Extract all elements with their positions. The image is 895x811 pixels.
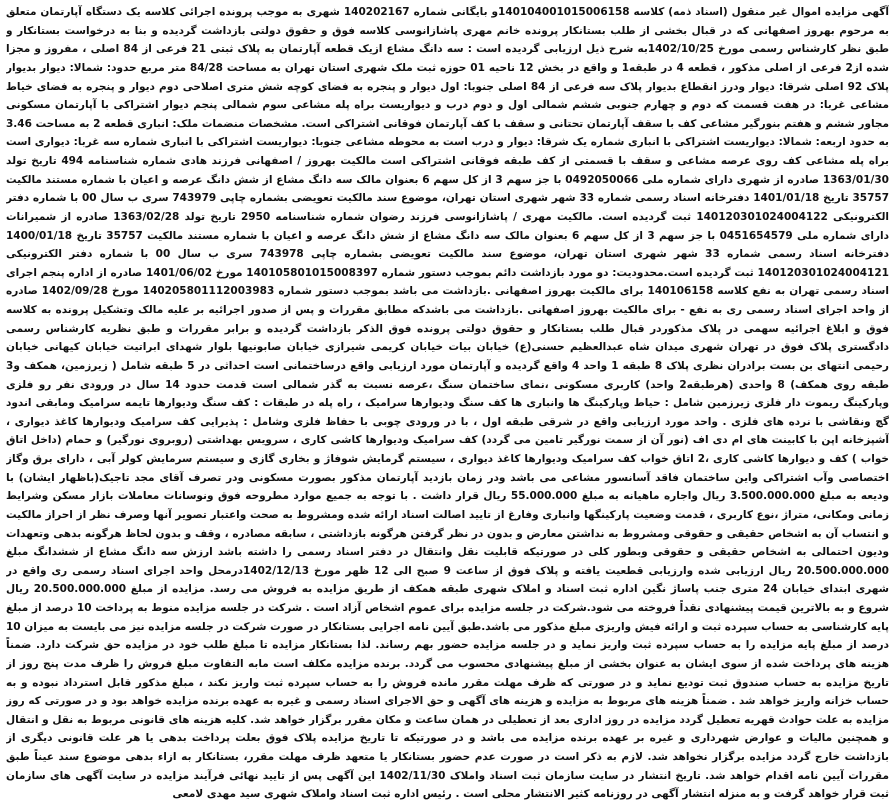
- auction-notice-text: آگهی مزایده اموال غیر منقول (اسناد ذمه) کلاسه 140104001015006158و بایگانی شماره 140202167 شهری به موجب پرونده اجرائی کلاسه یک دستگاه آپارتمان متعلق به مرحوم بهروز اصفهانی که در قبال بخشی از طلب بستانکار پرونده خانم مهری پاشازانوسی کلاسه فوق و حقوق دولتی بازداشت گردیده و بنا به درخواست بستانکار و طبق نظر کارشناس رسمی مورخ 1402/10/25به شرح ذیل ارزیابی گردیده است : سه دانگ مشاع ازیک قطعه آپارتمان به پلاک ثبتی 21 فرعی از 84 اصلی ، مفروز و مجزا شده از2 فرعی از اصلی مذکور ، قطعه 4 در طبقه1 و واقع در بخش 12 ناحیه 01 حوزه ثبت ملک شهری استان تهران به مساحت 84/28 متر مربع حدود: شمالا: دیوار بدیوار پلاک 92 اصلی شرقا: دیوار ودرز انقطاع بدیوار پلاک سه فرعی از 84 اصلی جنوبا: اول دیوار و پنجره به فضای کوچه شش متری اصلاحی دوم دیوار و پنجره به فضای خیاط مشاعی غربا: در هفت قسمت که دوم و چهارم جنوبی ششم شمالی اول و دوم درب و دیواریست براه پله مشاعی سوم شمالی پنجم دیوار اشتراکی با آپارتمان مسکونی مجاور ششم و هفتم بنورگیر مشاعی کف با سقف آپارتمان تحتانی و سقف با کف آپارتمان فوقانی اشتراکی است. مشخصات منضمات ملک: انباری قطعه 2 به مساحت 3.46 به حدود اربعه: شمالا: دیواریست اشتراکی با انباری شماره یک شرقا: دیوار و درب است به محوطه مشاعی جنوبا: دیواریست اشتراکی با انباری شماره سه غربا: دیواری است براه پله مشاعی کف روی عرصه مشاعی و سقف با قسمتی از کف طبقه فوقانی اشتراکی است مالکیت بهروز / اصفهانی فرزند هادی شماره شناسنامه 494 تاریخ تولد 1363/01/30 صادره از شهری دارای شماره ملی 0492050066 با جز سهم 3 از کل سهم 6 بعنوان مالک سه دانگ مشاع از شش دانگ عرصه و اعیان با شماره مستند مالکیت 35757 تاریخ 1401/01/18 دفترخانه اسناد رسمی شماره 33 شهر شهری استان تهران، موضوع سند مالکیت تعویضی بشماره چاپی 743979 سری ب سال 00 با شماره دفتر الکترونیکی 140120301024004122 ثبت گردیده است. مالکیت مهری / پاشازانوسی فرزند رضوان شماره شناسنامه 2950 تاریخ تولد 1363/02/28 صادره از شمیرانات دارای شماره ملی 0451654579 با جز سهم 3 از کل سهم 6 بعنوان مالک سه دانگ مشاع از شش دانگ عرصه و اعیان با شماره مستند مالکیت 35757 تاریخ 1400/01/18 دفترخانه اسناد رسمی شماره 33 شهر شهری استان تهران، موضوع سند مالکیت تعویضی بشماره چاپی 743978 سری ب سال 00 با شماره دفتر الکترونیکی 140120301024004121 ثبت گردیده است.محدودیت: دو مورد بازداشت دائم بموجب دستور شماره 140105801015008397 مورخ 1401/06/02 صادره از اداره پنجم اجرای اسناد رسمی تهران به نفع کلاسه 140106158 برای مالکیت بهروز اصفهانی .بازداشت می باشد بموجب دستور شماره 140205801112003983 مورخ 1402/09/28 صادره از واحد اجرای اسناد رسمی ری به نفع - برای مالکیت بهروز اصفهانی .بازداشت می باشدکه مطابق مقررات و پس از صدور اجرائیه بر علیه مالک وتشکیل پرونده به کلاسه فوق و ابلاغ اجرائیه سهمی در پلاک مذکوردر قبال طلب بستانکار و حقوق دولتی پرونده فوق الذکر بازداشت گردیده و برابر مقررات و طبق نظریه کارشناس رسمی دادگستری پلاک فوق در تهران شهری میدان شاه عبدالعظیم حسنی(ع) خیابان بیات خیابان کریمی شیرازی خیابان صابونیها بلوار شهدای ابراتیت خیابان کیهانی خیابان رحیمی انتهای بن بست برادران نظری پلاک 8 طبقه 1 واحد 4 واقع گردیده و آپارتمان مورد ارزیابی واقع درساختمانی است احداثی در 5 طبقه شامل ( زیرزمین، همکف و3 طبقه روی همکف) 8 واحدی (هرطبقه2 واحد) کاربری مسکونی ،نمای ساختمان سنگ ،عرصه نسبت به گذر شمالی است قدمت حدود 14 سال در ورودی نفر رو فلزی وپارکینگ ریموت دار فلزی زیرزمین شامل : حیاط وپارکینگ ها وانباری ها کف سنگ ودیوارها سرامیک ، راه پله در طبقات : کف سنگ ودیوارها تایمه سرامیک ومابقی اندود گچ ونقاشی با نرده های فلزی . واحد مورد ارزیابی واقع در شرقی طبقه اول ، با در ورودی چوبی با حفاظ فلزی وشامل : پذیرایی کف سرامیک ودیوارها کاغذ دیواری ، آشپزخانه اپن با کابینت های ام دی اف (نور آن از سمت نورگیر تامین می گردد) کف سرامیک ودیوارها کاشی کاری ، سرویس بهداشتی (روبروی نورگیر) و حمام (داخل اتاق خواب ) کف و دیوارها کاشی کاری ،2 اتاق خواب کف سرامیک ودیوارها کاغذ دیواری ، سیستم گرمایش شوفاژ و بخاری گازی و سیستم سرمایش کولر آبی ، دارای برق وگاز اختصاصی وآب اشتراکی واین ساختمان فاقد آسانسور مشاعی می باشد ودر زمان بازدید آپارتمان مذکور بصورت مسکونی ودر تصرف آقای مجد تاجیک(باظهار ایشان) با ودیعه به مبلغ 3.500.000.000 ریال واجاره ماهیانه به مبلغ 55.000.000 ریال قرار داشت . با توجه به جمیع موارد مطروحه فوق ونوسانات معاملات بازار مسکن وشرایط زمانی ومکانی، متراژ ،نوع کاربری ، قدمت وضعیت پارکینگها وانباری وفارغ از تایید اصالت اسناد ارائه شده ومشروط به صحت واعتبار تصویر آنها وصرف نظر از احراز مالکیت و انتساب آن به اشخاص حقیقی و حقوقی ومشروط به نداشتن معارض و بدون در نظر گرفتن هرگونه بازداشتی ، سابقه مصادره ، وقف و بدون لحاظ هرگونه بدهی وتعهدات ودیون احتمالی به اشخاص حقیقی و حقوقی وبطور کلی در صورتیکه قابلیت نقل وانتقال در دفتر اسناد رسمی را داشته باشد ارزش سه دانگ مشاع از ششدانگ مبلغ 20.500.000.000 ریال ارزیابی شده وارزیابی قطعیت یافته و پلاک فوق از ساعت 9 صبح الی 12 ظهر مورخ 1402/12/13درمحل واحد اجرای اسناد رسمی ری واقع در شهری ابتدای خیابان 24 متری جنب پاساژ نگین اداره ثبت اسناد و املاک شهری طبقه همکف از طریق مزایده به فروش می رسد. مزایده از مبلغ 20.500.000.000 ریال شروع و به بالاترین قیمت پیشنهادی نقداً فروخته می شود.شرکت در جلسه مزایده برای عموم اشخاص آزاد است . شرکت در جلسه مزایده منوط به پرداخت 10 درصد از مبلغ پایه کارشناسی به حساب سپرده ثبت و ارائه فیش واریزی مبلغ مذکور می باشد.طبق آیین نامه اجرایی بستانکار در صورت شرکت در جلسه مزایده نیز می بایست به میزان 10 درصد از مبلغ پایه مزایده را به حساب سپرده ثبت واریز نماید و در جلسه مزایده حضور بهم رساند. لذا بستانکار مزایده تا مبلغ طلب خود در مزایده حق شرکت دارد. ضمناً هزینه های پرداخت شده از سوی ایشان به عنوان بخشی از مبلغ پیشنهادی محسوب می گردد. برنده مزایده مکلف است مابه التفاوت مبلغ فروش را ظرف مدت پنج روز از تاریخ مزایده به حساب صندوق ثبت تودیع نماید و در صورتی که ظرف مهلت مقرر مانده فروش را به حساب سپرده ثبت واریز نکند ، مبلغ مذکور قابل استرداد نبوده و به حساب خزانه واریز خواهد شد . ضمناً هزینه های مربوط به مزایده و هزینه های آگهی و حق الاجرای اسناد رسمی و غیره به عهده برنده مزایده خواهد بود و در صورتی که روز مزایده به علت حوادث قهریه تعطیل گردد مزایده در روز اداری بعد از تعطیلی در همان ساعت و مکان مقرر برگزار خواهد شد. کلیه هزینه های قانونی مربوط به نقل و انتقال و همچنین مالیات و عوارض شهرداری و غیره بر عهده برنده مزایده می باشد و در صورتیکه تا تاریخ مزایده پلاک فوق بعلت پرداخت بدهی یا هر علت قانونی دیگری از بازداشت خارج گردد مزایده برگزار نخواهد شد. لازم به ذکر است در صورت عدم حضور بستانکار یا متعهد ظرف مهلت مقرر، بستانکار به ازاء بدهی موضوع سند عیناً طبق مقررات آیین نامه اقدام خواهد شد. تاریخ انتشار در سایت سازمان ثبت اسناد واملاک 1402/11/30 این آگهی پس از تایید نهائی فرآیند مزایده در سایت آگهی های سازمان ثبت قرار خواهد گرفت و به منزله انتشار آگهی در روزنامه کثیر الانتشار محلی است . رئیس اداره ثبت اسناد واملاک شهری سید مهدی لامعی: [6, 6, 889, 801]
